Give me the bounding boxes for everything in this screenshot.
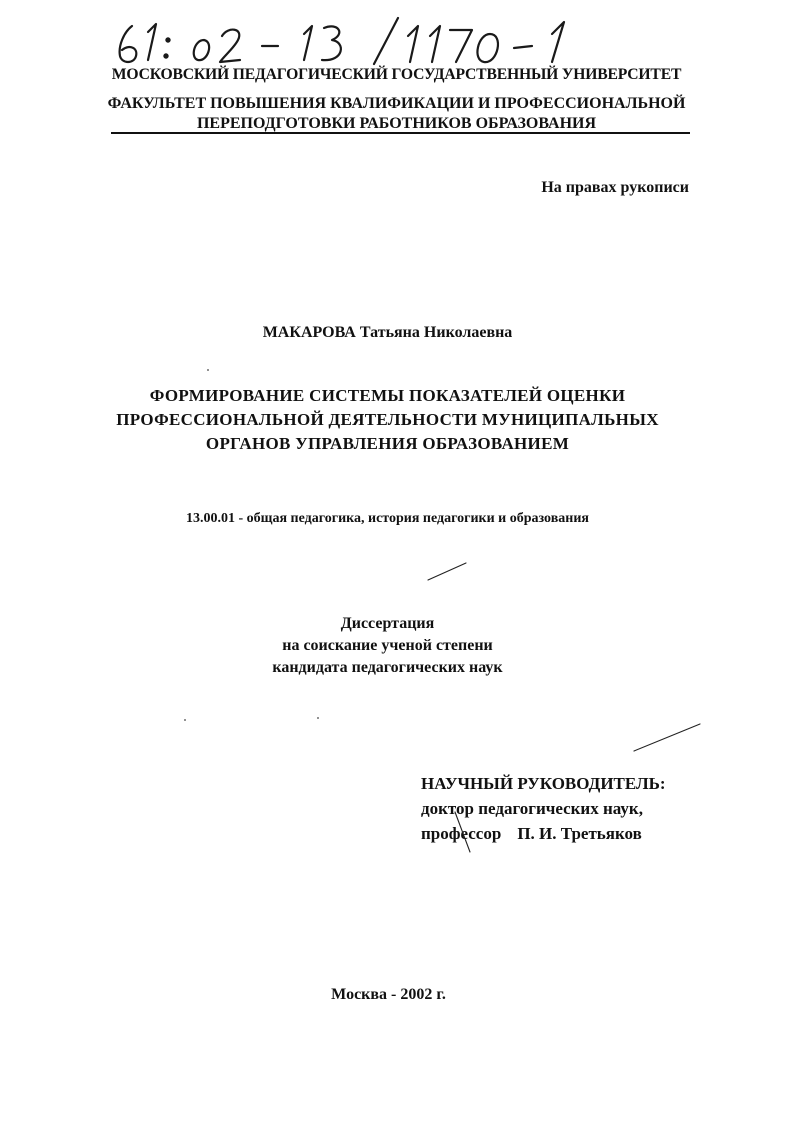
supervisor-block [421, 771, 666, 846]
author-name: МАКАРОВА Татьяна Николаевна [262, 324, 513, 341]
title-line-2: ПРОФЕССИОНАЛЬНОЙ ДЕЯТЕЛЬНОСТИ МУНИЦИПАЛЬНЫХ [116, 410, 659, 429]
title-line-1: ФОРМИРОВАНИЕ СИСТЕМЫ ПОКАЗАТЕЛЕЙ ОЦЕНКИ [149, 386, 626, 405]
supervisor-rank-line [421, 821, 666, 846]
supervisor-heading: НАУЧНЫЙ РУКОВОДИТЕЛЬ: [421, 774, 666, 793]
dissertation-line-2: на соискание ученой степени [282, 637, 493, 654]
faculty-name [0, 94, 793, 134]
faculty-line-2: ПЕРЕПОДГОТОВКИ РАБОТНИКОВ ОБРАЗОВАНИЯ [196, 115, 597, 132]
scan-speck-3 [317, 717, 319, 719]
pen-stroke-1 [428, 563, 466, 580]
pen-stroke-2 [634, 724, 700, 751]
dissertation-line-3: кандидата педагогических наук [272, 659, 503, 676]
dissertation-type [0, 613, 775, 679]
handwritten-archive-number [112, 10, 672, 70]
scan-speck-2 [184, 719, 186, 721]
supervisor-name: П. И. Третьяков [517, 824, 642, 843]
university-name: МОСКОВСКИЙ ПЕДАГОГИЧЕСКИЙ ГОСУДАРСТВЕННЫЙ УНИВЕРСИТЕТ [111, 66, 682, 83]
faculty-line-1: ФАКУЛЬТЕТ ПОВЫШЕНИЯ КВАЛИФИКАЦИИ И ПРОФЕССИОНАЛЬНОЙ [107, 95, 686, 112]
city-year: Москва - 2002 г. [331, 986, 446, 1003]
supervisor-rank: профессор [421, 824, 502, 843]
rights-note: На правах рукописи [541, 179, 689, 196]
title-line-3: ОРГАНОВ УПРАВЛЕНИЯ ОБРАЗОВАНИЕМ [205, 434, 570, 453]
dissertation-line-1: Диссертация [340, 615, 435, 632]
supervisor-degree: доктор педагогических наук, [421, 799, 643, 818]
dissertation-title [0, 384, 775, 456]
header-divider [111, 132, 690, 134]
scan-speck-1 [207, 369, 209, 371]
specialty-code: 13.00.01 - общая педагогика, история педагогики и образования [186, 511, 589, 526]
